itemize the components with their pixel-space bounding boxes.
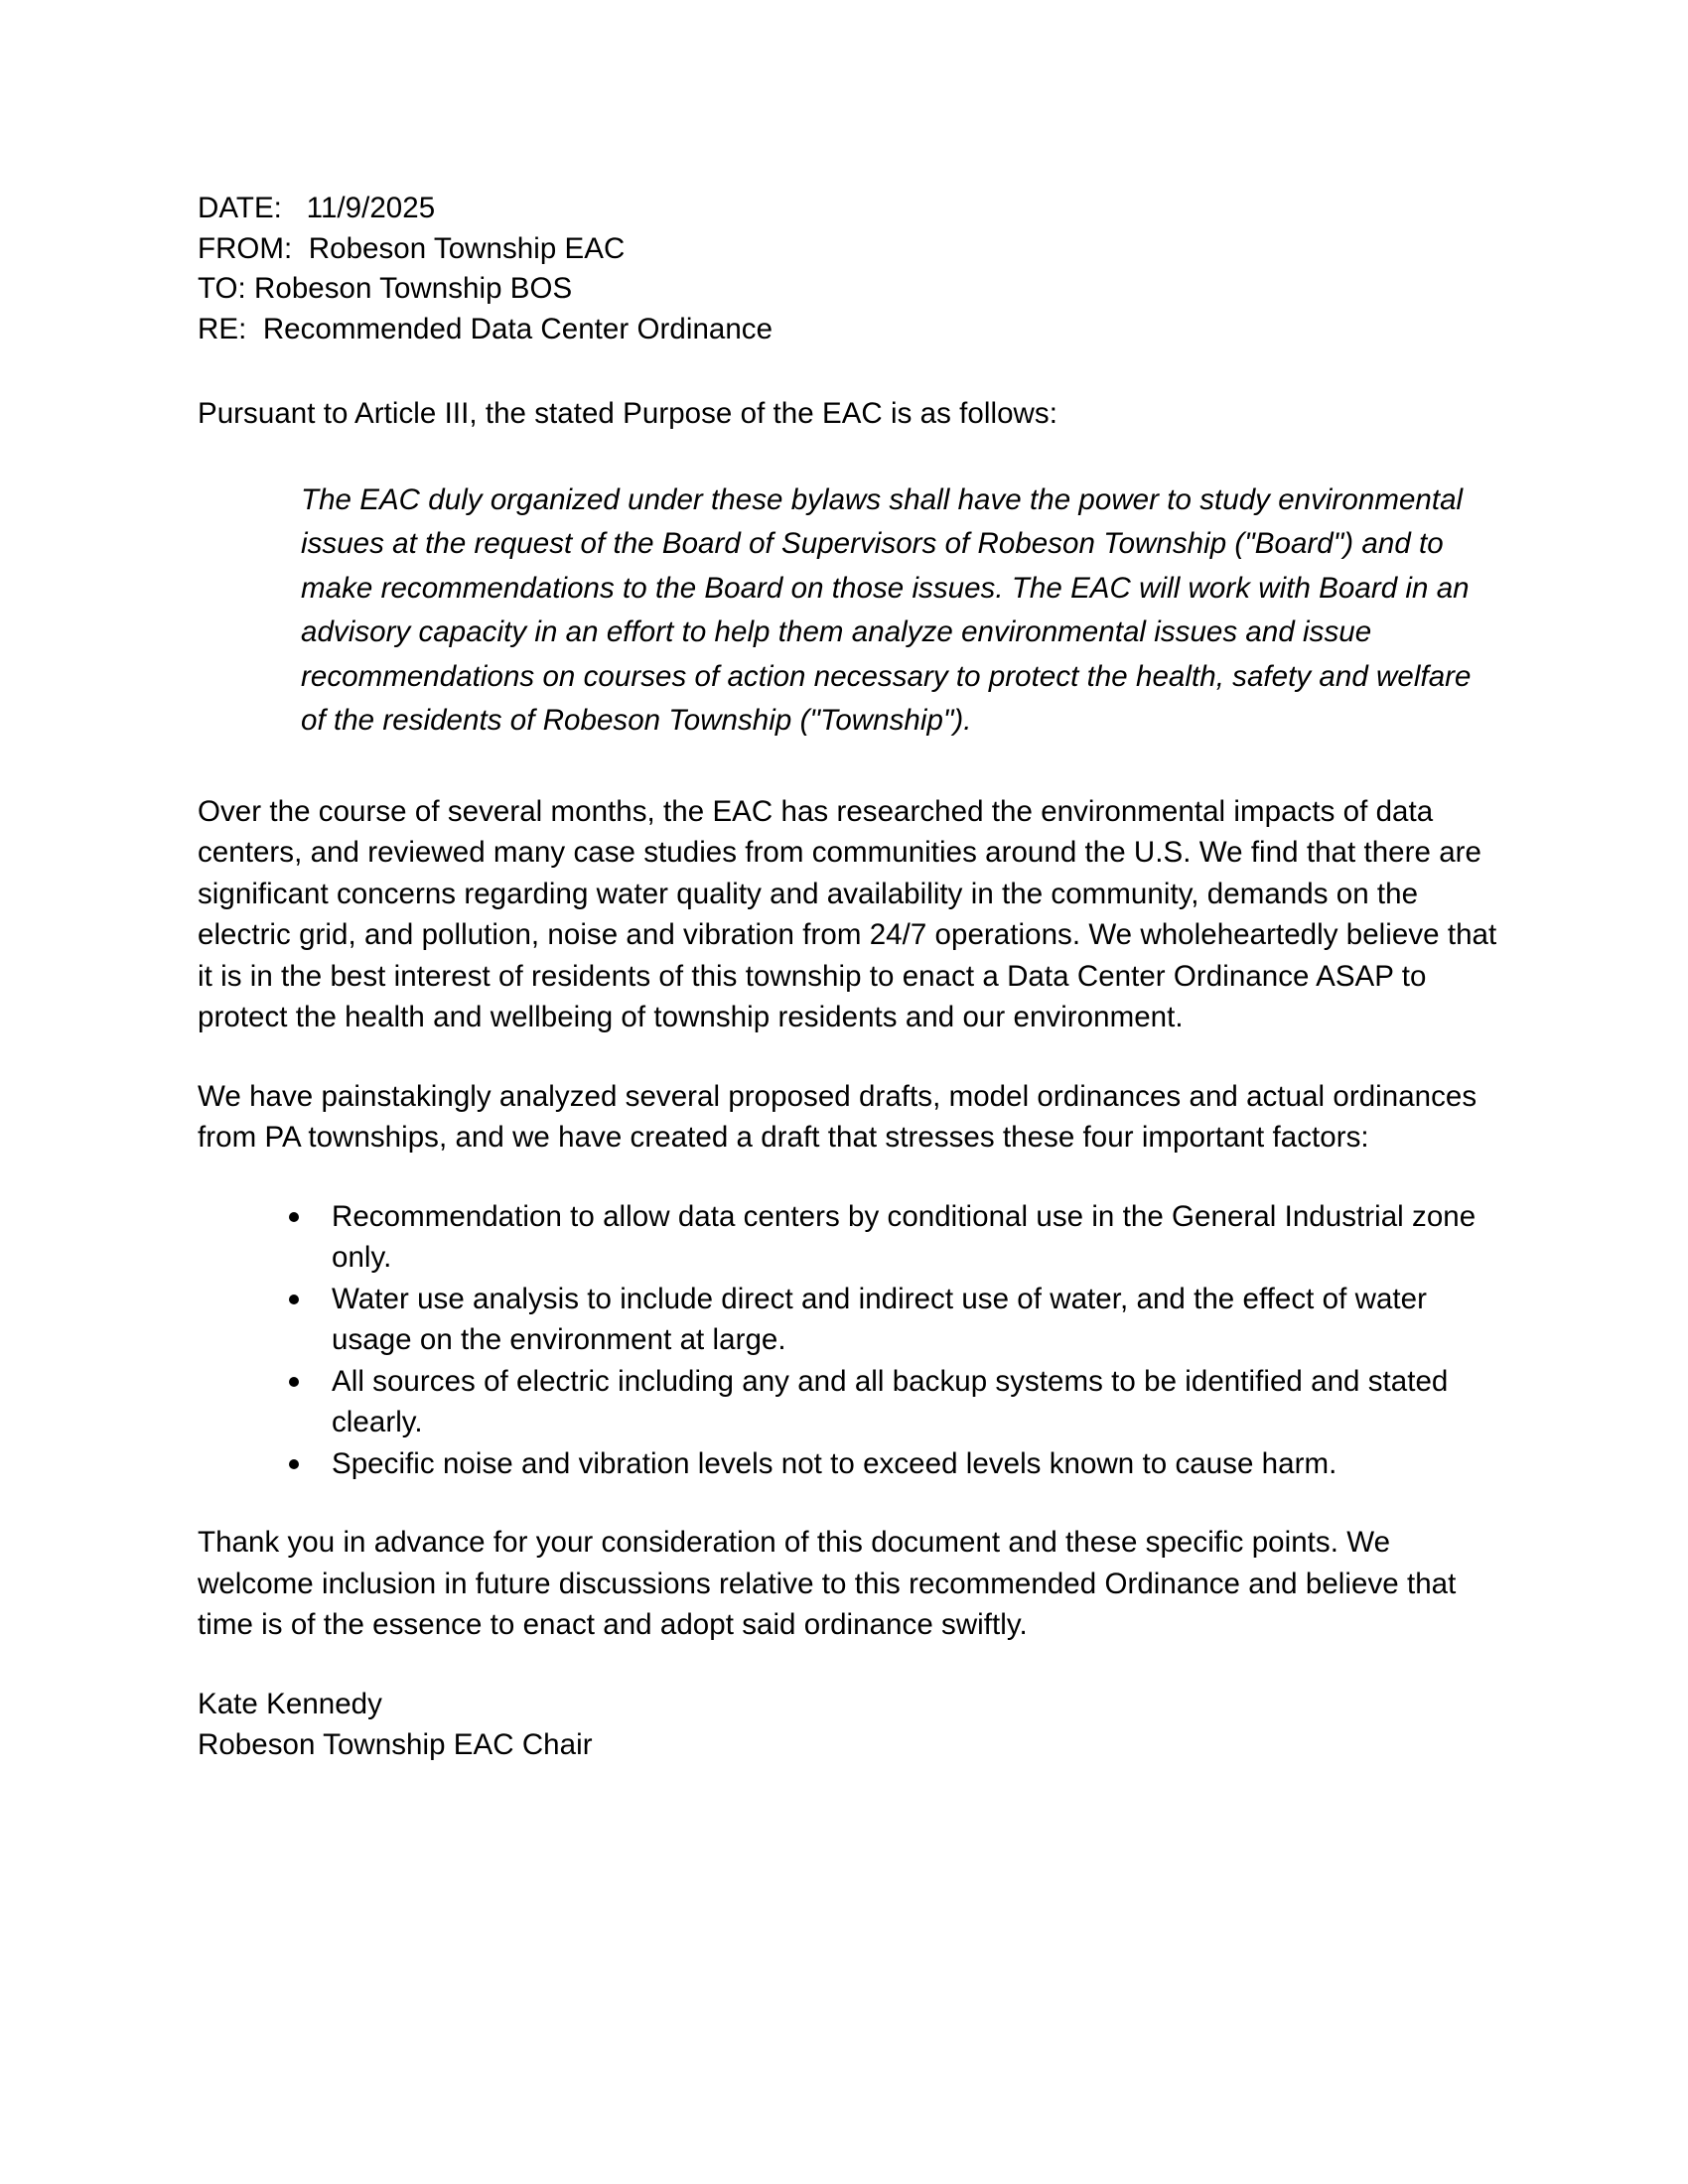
spacer-before-bullets [198, 1159, 1498, 1196]
list-item-label: Specific noise and vibration levels not to exceed levels known to cause harm. [332, 1446, 1337, 1480]
list-item [281, 1443, 1502, 1485]
spacer-before-quote [198, 435, 1498, 478]
signature-name: Kate Kennedy [198, 1687, 382, 1720]
list-item [281, 1279, 1502, 1361]
drafts-paragraph: We have painstakingly analyzed several proposed drafts, model ordinances and actual ordinances from PA townships, and we have created a draft that stresses these four important factors: [198, 1079, 1477, 1154]
memo-to-line: TO: Robeson Township BOS [198, 272, 573, 305]
document-body [198, 189, 1498, 1766]
bullet-icon [289, 1295, 299, 1304]
memo-re-line: RE: Recommended Data Center Ordinance [198, 312, 774, 345]
spacer-before-signature [198, 1646, 1498, 1684]
spacer-after-header [198, 349, 1498, 393]
research-paragraph: Over the course of several months, the EAC has researched the environmental impacts of data centers, and reviewed many case studies from communities around the U.S. We find that there are significant concerns regarding water quality and availability in the community, demands on the electric grid, and pollution, noise and vibration from 24/7 operations. We wholeheartedly believe that it is in the best interest of residents of this township to enact a Data Center Ordinance ASAP to protect the health and wellbeing of township residents and our environment. [198, 794, 1497, 1033]
bullet-icon [289, 1377, 299, 1387]
purpose-quote: The EAC duly organized under these bylaws shall have the power to study environmental issues at the request of the Board of Supervisors of Robeson Township ("Board") and to make recommendations to the Board on those issues. The EAC will work with Board in an advisory capacity in an effort to help them analyze environmental issues and issue recommendations on courses of action necessary to protect the health, safety and welfare of the residents of Robeson Township ("Township"). [301, 482, 1472, 737]
closing-paragraph: Thank you in advance for your consideration of this document and these specific points. We welcome inclusion in future discussions relative to this recommended Ordinance and believe that time is of the essence to enact and adopt said ordinance swiftly. [198, 1526, 1457, 1641]
signature-block [198, 1684, 1498, 1766]
spacer-after-quote [198, 744, 1498, 791]
memo-header-block [198, 189, 1498, 349]
list-item-label: Water use analysis to include direct and indirect use of water, and the effect of water usage on the environment at large. [332, 1282, 1428, 1356]
memo-date-line: DATE: 11/9/2025 [198, 192, 436, 224]
spacer-after-research [198, 1038, 1498, 1076]
list-item-label: All sources of electric including any and all backup systems to be identified and stated clearly. [332, 1364, 1449, 1438]
spacer-after-bullets [198, 1484, 1498, 1522]
key-factors-list [281, 1196, 1502, 1485]
list-item [281, 1361, 1502, 1443]
signature-title: Robeson Township EAC Chair [198, 1728, 593, 1761]
intro-paragraph: Pursuant to Article III, the stated Purpose of the EAC is as follows: [198, 397, 1057, 430]
list-item-label: Recommendation to allow data centers by conditional use in the General Industrial zone only. [332, 1199, 1477, 1274]
memo-from-line: FROM: Robeson Township EAC [198, 231, 626, 265]
list-item [281, 1196, 1502, 1279]
bullet-icon [289, 1212, 299, 1222]
bullet-icon [289, 1459, 299, 1469]
